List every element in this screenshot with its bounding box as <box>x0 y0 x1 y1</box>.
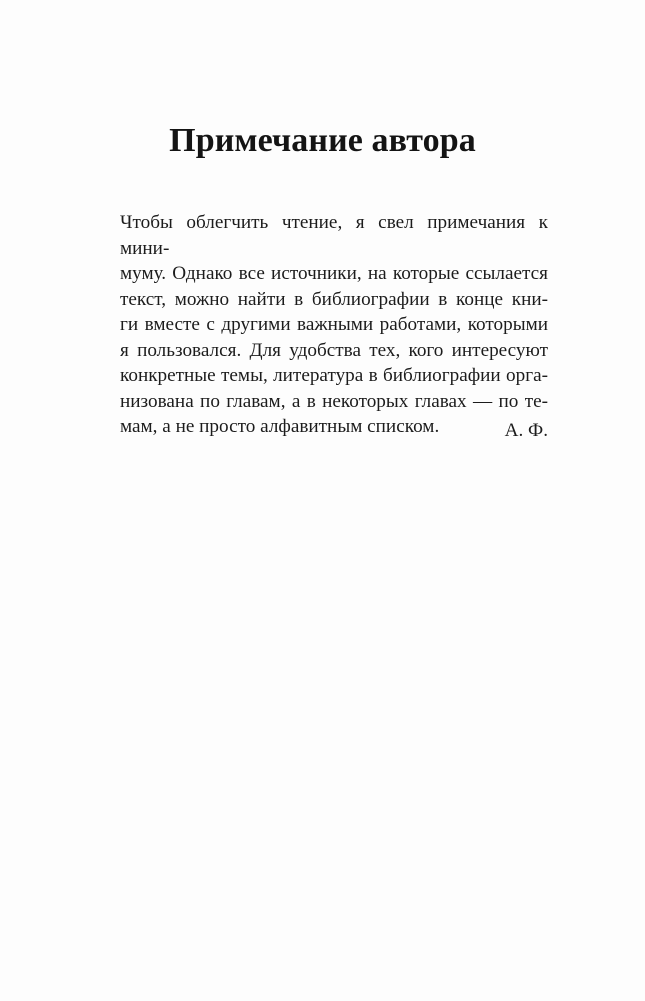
paragraph-line: Чтобы облегчить чтение, я свел примечания к мини- <box>120 212 548 259</box>
paragraph-line: текст, можно найти в библиографии в конце кни- <box>120 288 548 310</box>
author-signature: А. Ф. <box>504 420 548 441</box>
paragraph-line: низована по главам, а в некоторых главах — по те- <box>120 390 548 412</box>
paragraph-line: конкретные темы, литература в библиографии орга- <box>120 365 548 386</box>
page-title: Примечание автора <box>169 121 476 159</box>
paragraph-line: муму. Однако все источники, на которые ссылается <box>120 263 548 284</box>
paragraph-line: мам, а не просто алфавитным списком. <box>120 416 440 437</box>
paragraph-line: ги вместе с другими важными работами, которыми <box>120 314 548 335</box>
paragraph-line: я пользовался. Для удобства тех, кого интересуют <box>120 339 548 361</box>
author-note-paragraph <box>120 210 548 440</box>
